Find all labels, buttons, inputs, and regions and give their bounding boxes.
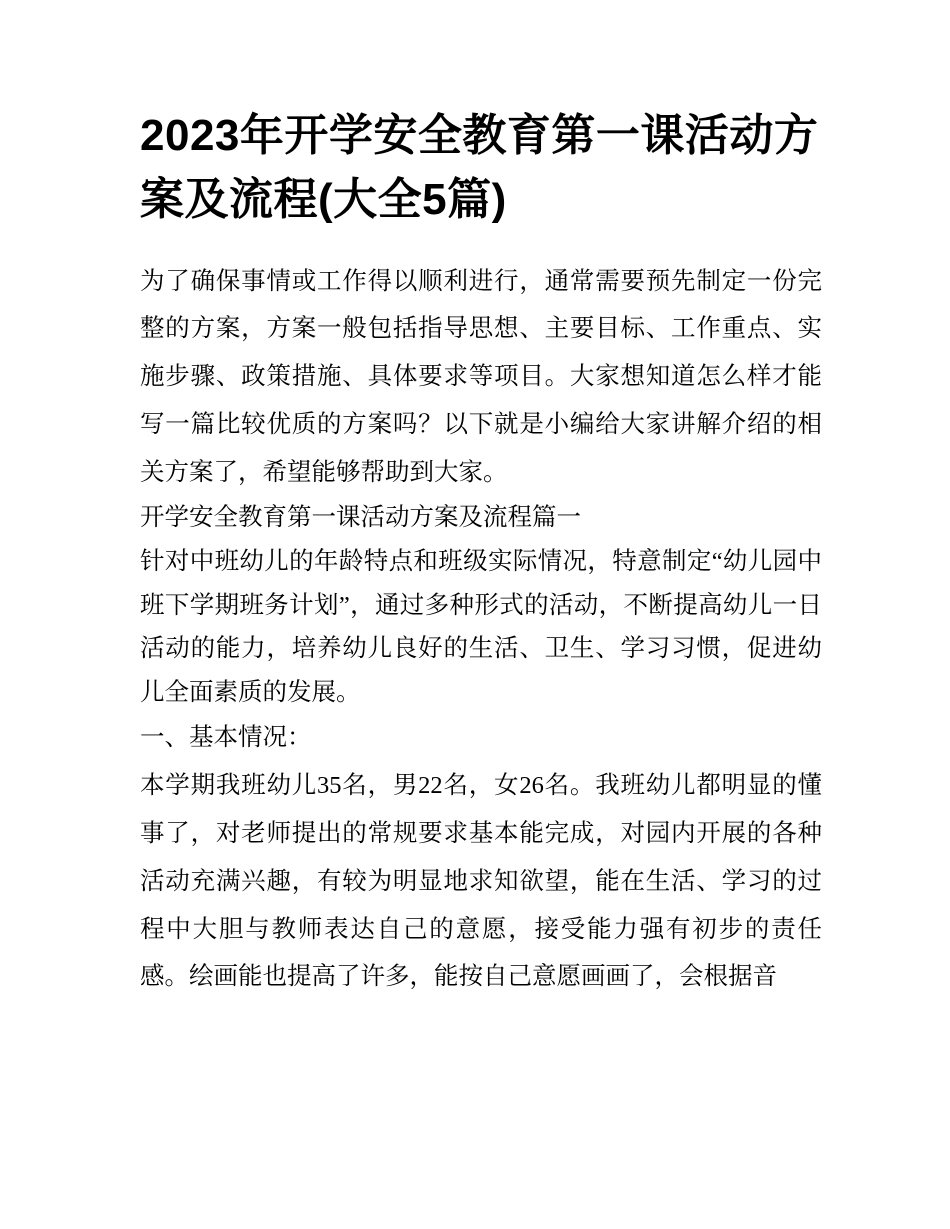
- paragraph-2: 本学期我班幼儿35名，男22名，女26名。我班幼儿都明显的懂事了，对老师提出的常规要求基本能完成，对园内开展的各种活动充满兴趣，有较为明显地求知欲望，能在生活、学习的过程中大胆与教师表达自己的意愿，接受能力强有初步的责任感。绘画能也提高了许多，能按自己意愿画画了，会根据音: [140, 772, 822, 991]
- section-heading: 开学安全教育第一课活动方案及流程篇一: [140, 504, 581, 532]
- paragraph-1: 针对中班幼儿的年龄特点和班级实际情况，特意制定“幼儿园中班下学期班务计划”，通过多种形式的活动，不断提高幼儿一日活动的能力，培养幼儿良好的生活、卫生、学习习惯，促进幼儿全面素质的发展。: [140, 548, 822, 706]
- page-title: 2023年开学安全教育第一课活动方案及流程(大全5篇): [140, 111, 819, 224]
- intro-paragraph: 为了确保事情或工作得以顺利进行，通常需要预先制定一份完整的方案，方案一般包括指导思想、主要目标、工作重点、实施步骤、政策措施、具体要求等项目。大家想知道怎么样才能写一篇比较优质的方案吗？以下就是小编给大家讲解介绍的相关方案了，希望能够帮助到大家。: [140, 267, 822, 486]
- document-body: [140, 258, 822, 1001]
- subheading-1: 一、基本情况：: [140, 724, 312, 752]
